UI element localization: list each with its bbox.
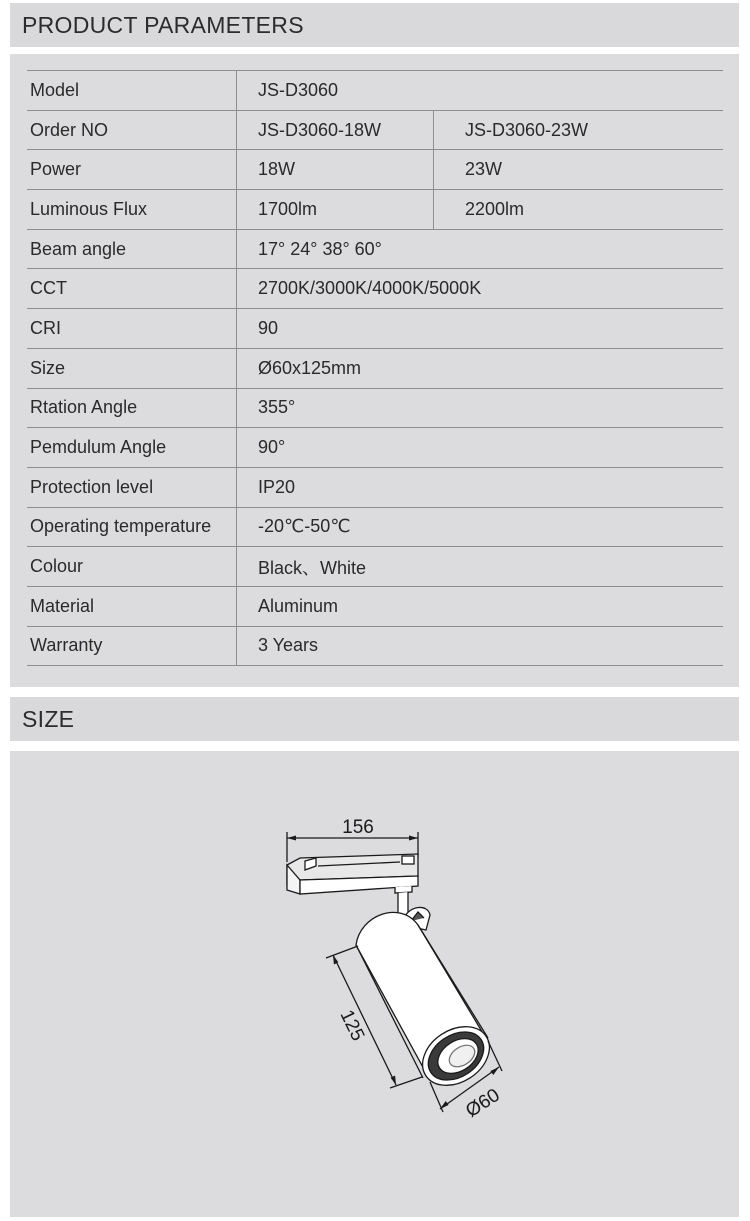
width-dimension-label: 156 <box>342 817 374 838</box>
param-value-warranty: 3 Years <box>237 626 724 666</box>
parameters-table <box>27 70 723 666</box>
param-label-rotation-angle: Rtation Angle <box>27 388 237 428</box>
table-row <box>27 190 723 230</box>
param-label-protection-level: Protection level <box>27 467 237 507</box>
param-label-order-no: Order NO <box>27 110 237 150</box>
table-row <box>27 150 723 190</box>
param-label-material: Material <box>27 586 237 626</box>
table-row <box>27 229 723 269</box>
table-row <box>27 309 723 349</box>
table-row <box>27 348 723 388</box>
param-value-model: JS-D3060 <box>237 71 724 111</box>
table-row <box>27 428 723 468</box>
dimension-drawing <box>0 751 750 1217</box>
param-value-cri: 90 <box>237 309 724 349</box>
param-label-cri: CRI <box>27 309 237 349</box>
table-row <box>27 586 723 626</box>
param-value-protection-level: IP20 <box>237 467 724 507</box>
section-header-size <box>10 697 739 741</box>
param-value-operating-temperature: -20℃-50℃ <box>237 507 724 547</box>
param-label-warranty: Warranty <box>27 626 237 666</box>
param-value-order-no-23w: JS-D3060-23W <box>434 110 724 150</box>
param-value-rotation-angle: 355° <box>237 388 724 428</box>
param-value-power-23w: 23W <box>434 150 724 190</box>
param-value-colour: Black、White <box>237 547 724 587</box>
section-title-size: SIZE <box>22 705 75 732</box>
param-label-cct: CCT <box>27 269 237 309</box>
table-row <box>27 110 723 150</box>
length-dimension-label: 125 <box>335 1006 369 1045</box>
param-label-operating-temperature: Operating temperature <box>27 507 237 547</box>
param-label-size: Size <box>27 348 237 388</box>
param-value-cct: 2700K/3000K/4000K/5000K <box>237 269 724 309</box>
param-value-pendulum-angle: 90° <box>237 428 724 468</box>
diameter-dimension-label: Ø60 <box>462 1084 504 1122</box>
param-value-material: Aluminum <box>237 586 724 626</box>
param-value-power-18w: 18W <box>237 150 434 190</box>
param-value-size: Ø60x125mm <box>237 348 724 388</box>
param-label-pendulum-angle: Pemdulum Angle <box>27 428 237 468</box>
table-row <box>27 71 723 111</box>
param-label-power: Power <box>27 150 237 190</box>
track-adapter <box>287 854 418 894</box>
table-row <box>27 626 723 666</box>
param-label-beam-angle: Beam angle <box>27 229 237 269</box>
param-value-order-no-18w: JS-D3060-18W <box>237 110 434 150</box>
section-title-product-parameters: PRODUCT PARAMETERS <box>22 11 304 38</box>
param-label-model: Model <box>27 71 237 111</box>
table-row <box>27 547 723 587</box>
section-header-product-parameters <box>10 3 739 47</box>
table-row <box>27 467 723 507</box>
table-row <box>27 507 723 547</box>
param-value-flux-23w: 2200lm <box>434 190 724 230</box>
param-value-beam-angle: 17° 24° 38° 60° <box>237 229 724 269</box>
table-row <box>27 388 723 428</box>
table-row <box>27 269 723 309</box>
param-value-flux-18w: 1700lm <box>237 190 434 230</box>
param-label-luminous-flux: Luminous Flux <box>27 190 237 230</box>
param-label-colour: Colour <box>27 547 237 587</box>
